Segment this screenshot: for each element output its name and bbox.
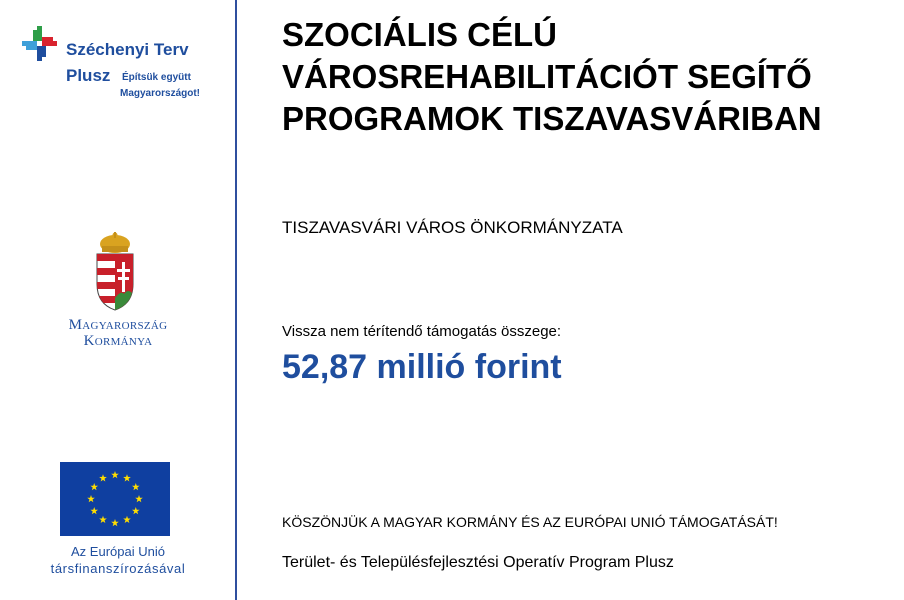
eu-caption-line-1: Az Európai Unió bbox=[71, 544, 165, 559]
szechenyi-title: Széchenyi Terv bbox=[66, 40, 189, 59]
szechenyi-plus: Plusz bbox=[66, 66, 111, 85]
szechenyi-terv-logo bbox=[22, 26, 222, 106]
eu-caption-line-2: társfinanszírozásával bbox=[50, 561, 186, 576]
hungarian-coat-of-arms-icon bbox=[94, 232, 136, 312]
title-line: PROGRAMOK TISZAVASVÁRIBAN bbox=[282, 100, 822, 137]
szechenyi-tagline-2: Magyarországot! bbox=[120, 88, 201, 99]
grant-amount-label: Vissza nem térítendő támogatás összege: bbox=[282, 323, 562, 340]
title-line: SZOCIÁLIS CÉLÚ bbox=[282, 16, 558, 53]
page-title bbox=[282, 14, 882, 140]
grant-amount: 52,87 millió forint bbox=[282, 348, 562, 386]
government-name-line-1: Magyarország bbox=[68, 317, 168, 333]
thanks-text: KÖSZÖNJÜK A MAGYAR KORMÁNY ÉS AZ EURÓPAI UNIÓ TÁMOGATÁSÁT! bbox=[282, 514, 778, 530]
title-line: VÁROSREHABILITÁCIÓT SEGÍTŐ bbox=[282, 58, 812, 95]
program-name: Terület- és Településfejlesztési Operatív Program Plusz bbox=[282, 554, 674, 571]
eu-flag-icon bbox=[60, 462, 170, 536]
government-name-line-2: Kormánya bbox=[83, 333, 153, 349]
sidebar bbox=[0, 0, 236, 600]
szechenyi-tagline-1: Építsük együtt bbox=[122, 72, 191, 83]
beneficiary-organization: TISZAVASVÁRI VÁROS ÖNKORMÁNYZATA bbox=[282, 218, 623, 237]
vertical-divider bbox=[235, 0, 237, 600]
szechenyi-cross-icon bbox=[22, 26, 58, 62]
